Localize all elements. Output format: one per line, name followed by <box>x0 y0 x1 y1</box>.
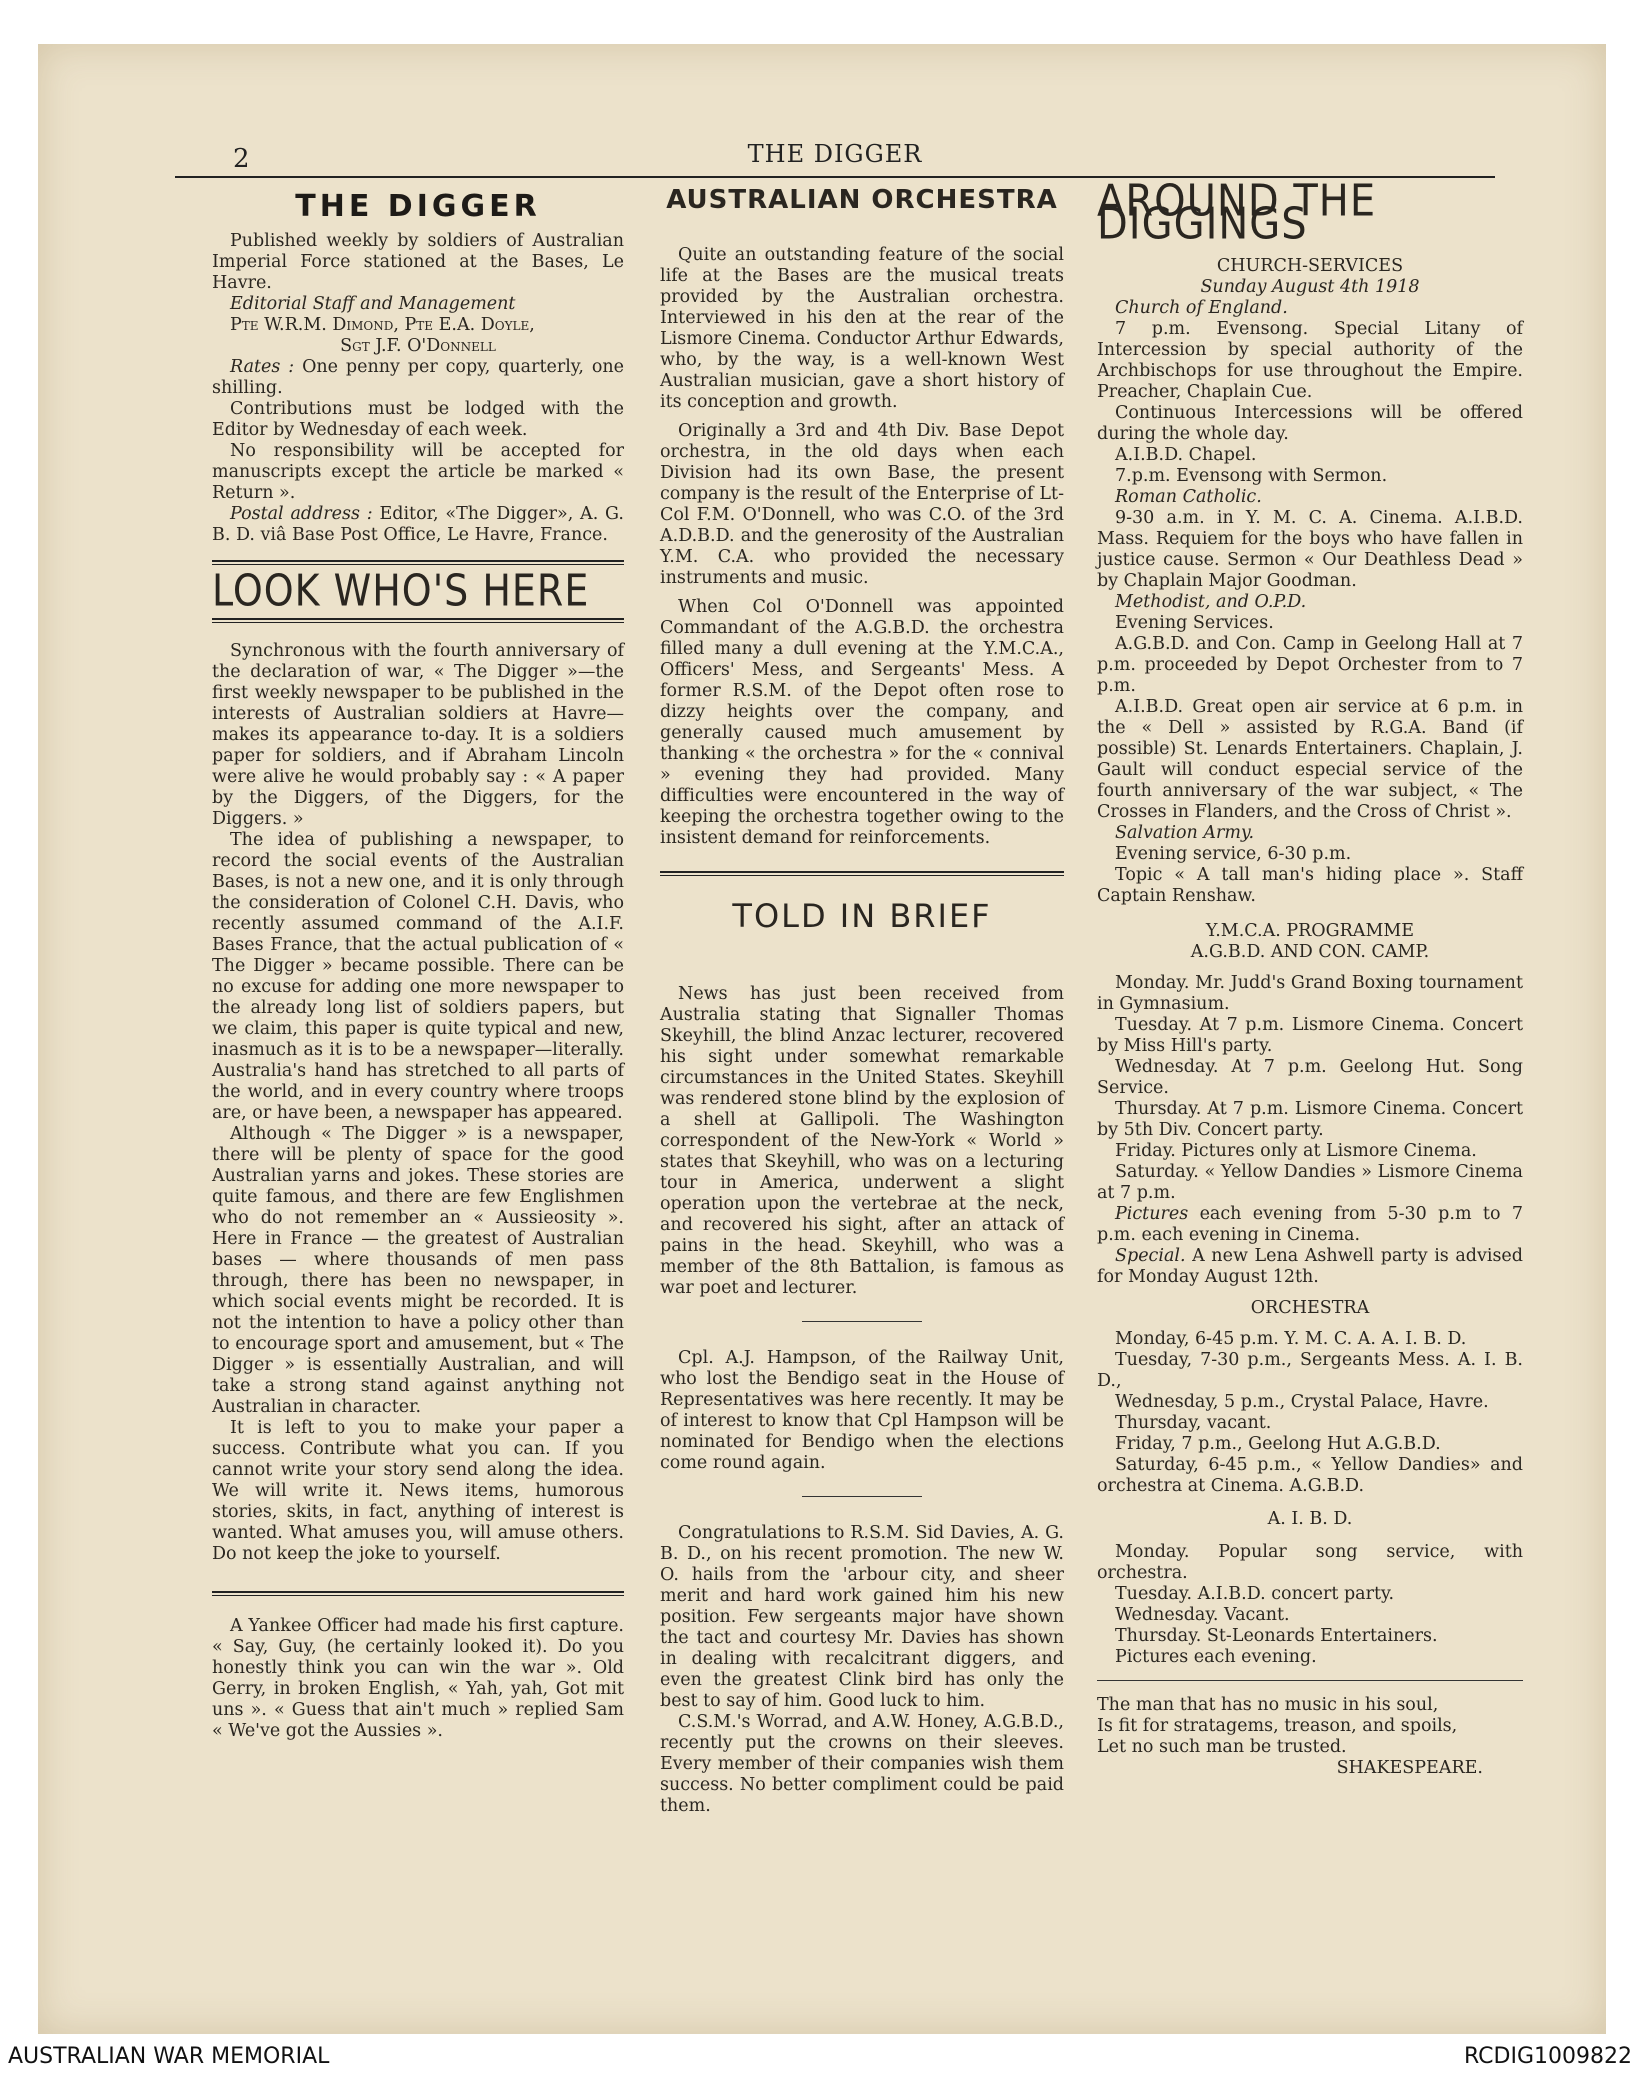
page-header <box>175 140 1495 178</box>
rates-label: Rates : <box>230 357 295 377</box>
article-paragraph: Quite an outstanding feature of the social life at the Bases are the musical treats provided by the Australian orchestra. Interviewed in his den at the rear of the Lismore Cinema. Conductor Arthur Edwards, who, by the way, is a well-known West Australian musician, gave a short history of its conception and growth. <box>660 245 1064 412</box>
paper-title: THE DIGGER <box>747 140 923 168</box>
quote-line: The man that has no music in his soul, <box>1097 1695 1439 1715</box>
footer-source: AUSTRALIAN WAR MEMORIAL <box>8 2044 330 2069</box>
short-divider <box>802 1496 922 1497</box>
service-text: Evening Services. <box>1115 613 1274 633</box>
denomination: A.I.B.D. Chapel. <box>1115 445 1257 465</box>
quote-author: SHAKESPEARE. <box>1336 1758 1483 1778</box>
joke-paragraph: A Yankee Officer had made his first capture. « Say, Guy, (he certainly looked it). Do you honestly think you can win the war ». Old Gerry, in broken English, « Yah, yah, Got mit uns ». « Guess that ain't much » replied Sam « We've got the Aussies ». <box>212 1616 624 1741</box>
programme-item <box>1097 1246 1523 1288</box>
contributions: Contributions must be lodged with the Editor by Wednesday of each week. <box>212 399 624 440</box>
postal-text: Editor, «The Digger», A. G. B. D. viâ Base Post Office, Le Havre, France. <box>212 504 624 545</box>
headline-around-the-diggings: AROUND THE DIGGINGS <box>1097 175 1377 250</box>
article-paragraph: It is left to you to make your paper a success. Contribute what you can. If you cannot write your story send along the idea. We will write it. News items, humorous stories, skits, in fact, anything of interest is wanted. What amuses you, will amuse others. Do not keep the joke to yourself. <box>212 1418 624 1564</box>
quote-line: Let no such man be trusted. <box>1097 1737 1347 1757</box>
orchestra-item: Saturday, 6-45 p.m., « Yellow Dandies» and orchestra at Cinema. A.G.B.D. <box>1097 1455 1523 1496</box>
headline-look-whos-here: LOOK WHO'S HERE <box>212 565 590 616</box>
orchestra-item: Wednesday, 5 p.m., Crystal Palace, Havre. <box>1115 1392 1489 1412</box>
column-right <box>1097 175 1523 1779</box>
special-label: Special. <box>1115 1246 1186 1266</box>
spacer <box>1097 1530 1523 1542</box>
footer-id: RCDIG1009822 <box>1463 2044 1632 2069</box>
aibd-item: Pictures each evening. <box>1115 1647 1317 1667</box>
spacer <box>1097 1497 1523 1509</box>
postal-address <box>212 504 624 546</box>
programme-item: Monday. Mr. Judd's Grand Boxing tournament in Gymnasium. <box>1097 973 1523 1014</box>
divider <box>212 618 624 623</box>
rates <box>212 357 624 399</box>
divider <box>1097 1680 1523 1681</box>
section-orchestra: ORCHESTRA <box>1250 1298 1370 1318</box>
special-text: A new Lena Ashwell party is advised for Monday August 12th. <box>1097 1246 1523 1287</box>
article-paragraph: Synchronous with the fourth anniversary of the declaration of war, « The Digger »—the first weekly newspaper to be published in the interests of Australian soldiers at Havre—makes its appearance to-day. It is a soldiers paper for soldiers, and if Abraham Lincoln were alive he would probably say : « A paper by the Diggers, of the Diggers, for the Diggers. » <box>212 641 624 829</box>
article-paragraph: Although « The Digger » is a newspaper, there will be plenty of space for the good Australian yarns and jokes. These stories are quite famous, and there are few Englishmen who do not remember an « Aussieosity ». Here in France — the greatest of Australian bases — where thousands of men pass through, there has been no newspaper, in which social events might be recorded. It is not the intention to have a policy other than to encourage sport and amusement, but « The Digger » is essentially Australian, and will take a strong stand against anything not Australian in character. <box>212 1124 624 1417</box>
service-text: 7 p.m. Evensong. Special Litany of Intercession by special authority of the Archbischops for use throughout the Empire. Preacher, Chaplain Cue. <box>1097 319 1523 402</box>
aibd-item: Thursday. St-Leonards Entertainers. <box>1115 1626 1438 1646</box>
editorial-staff-2: Sgt J.F. O'Donnell <box>340 336 496 356</box>
programme-item: Tuesday. At 7 p.m. Lismore Cinema. Concert by Miss Hill's party. <box>1097 1015 1523 1056</box>
brief-item: News has just been received from Australia stating that Signaller Thomas Skeyhill, the blind Anzac lecturer, recovered his sight under somewhat remarkable circumstances in the United States. Skeyhill was rendered stone blind by the explosion of a shell at Gallipoli. The Washington correspondent of the New-York « World » states that Skeyhill, who was on a lecturing tour in America, underwent a slight operation upon the vertebrae at the neck, and recovered his sight, after an attack of pains in the head. Skeyhill, who was a member of the 8th Battalion, is famous as war poet and lecturer. <box>660 984 1064 1298</box>
service-text: 7.p.m. Evensong with Sermon. <box>1115 466 1388 486</box>
denomination: Methodist, and O.P.D. <box>1115 592 1307 612</box>
column-middle <box>660 185 1064 1817</box>
denomination: Church of England. <box>1115 298 1288 318</box>
service-text: A.G.B.D. and Con. Camp in Geelong Hall at 7 p.m. proceeded by Depot Orchester from to 7 p.m. <box>1097 634 1523 696</box>
programme-item: Saturday. « Yellow Dandies » Lismore Cinema at 7 p.m. <box>1097 1162 1523 1203</box>
divider <box>212 1591 624 1596</box>
aibd-item: Wednesday. Vacant. <box>1115 1605 1290 1625</box>
page-number: 2 <box>233 144 250 174</box>
section-ymca-sub: A.G.B.D. AND CON. CAMP. <box>1190 942 1430 962</box>
aibd-item: Monday. Popular song service, with orchestra. <box>1097 1542 1523 1583</box>
orchestra-item: Monday, 6-45 p.m. Y. M. C. A. A. I. B. D. <box>1115 1329 1467 1349</box>
headline-australian-orchestra: AUSTRALIAN ORCHESTRA <box>666 185 1058 215</box>
orchestra-item: Thursday, vacant. <box>1115 1413 1272 1433</box>
aibd-item: Tuesday. A.I.B.D. concert party. <box>1115 1584 1395 1604</box>
masthead-text: Published weekly by soldiers of Australian Imperial Force stationed at the Bases, Le Havre. <box>212 231 624 293</box>
orchestra-item: Friday, 7 p.m., Geelong Hut A.G.B.D. <box>1115 1434 1441 1454</box>
service-text: Evening service, 6-30 p.m. <box>1115 844 1352 864</box>
masthead: THE DIGGER <box>295 189 541 224</box>
programme-item: Wednesday. At 7 p.m. Geelong Hut. Song Service. <box>1097 1057 1523 1098</box>
divider <box>660 871 1064 876</box>
programme-item <box>1097 1204 1523 1246</box>
spacer <box>1097 1288 1523 1298</box>
spacer <box>1097 1319 1523 1329</box>
service-text: 9-30 a.m. in Y. M. C. A. Cinema. A.I.B.D. Mass. Requiem for the boys who have fallen in justice cause. Sermon « Our Deathless Dead » by Chaplain Major Goodman. <box>1097 508 1523 591</box>
service-date: Sunday August 4th 1918 <box>1200 277 1420 297</box>
pictures-text: each evening from 5-30 p.m to 7 p.m. each evening in Cinema. <box>1097 1204 1523 1245</box>
brief-item: Congratulations to R.S.M. Sid Davies, A. G. B. D., on his recent promotion. The new W. O. hails from the 'arbour city, and sheer merit and hard work gained him his new position. Few sergeants major have shown the tact and courtesy Mr. Davies has shown in dealing with recalcitrant diggers, and even the greatest Clink bird has only the best to say of him. Good luck to him. <box>660 1523 1064 1711</box>
section-aibd: A. I. B. D. <box>1267 1509 1353 1529</box>
orchestra-item: Tuesday, 7-30 p.m., Sergeants Mess. A. I. B. D., <box>1097 1350 1523 1391</box>
short-divider <box>802 1321 922 1322</box>
editorial-staff: Pte W.R.M. Dimond, Pte E.A. Doyle, <box>230 315 535 335</box>
section-church-services: CHURCH-SERVICES <box>1216 256 1404 276</box>
postal-label: Postal address : <box>230 504 373 524</box>
denomination: Roman Catholic. <box>1115 487 1262 507</box>
editorial-staff-label: Editorial Staff and Management <box>230 294 516 314</box>
brief-item: Cpl. A.J. Hampson, of the Railway Unit, who lost the Bendigo seat in the House of Representatives was here recently. It may be of interest to know that Cpl Hampson will be nominated for Bendigo when the elections come round again. <box>660 1348 1064 1473</box>
brief-item: C.S.M.'s Worrad, and A.W. Honey, A.G.B.D., recently put the crowns on their sleeves. Every member of their companies wish them success. No better compliment could be paid them. <box>660 1712 1064 1816</box>
section-ymca: Y.M.C.A. PROGRAMME <box>1205 921 1415 941</box>
headline-told-in-brief: TOLD IN BRIEF <box>732 897 992 935</box>
spacer <box>1097 907 1523 921</box>
quote-line: Is fit for stratagems, treason, and spoils, <box>1097 1716 1458 1736</box>
service-text: Topic « A tall man's hiding place ». Staff Captain Renshaw. <box>1097 865 1523 906</box>
rates-text: One penny per copy, quarterly, one shilling. <box>212 357 624 398</box>
pictures-label: Pictures <box>1115 1204 1189 1224</box>
service-text: Continuous Intercessions will be offered during the whole day. <box>1097 403 1523 444</box>
article-paragraph: When Col O'Donnell was appointed Commandant of the A.G.B.D. the orchestra filled many a dull evening at the Y.M.C.A., Officers' Mess, and Sergeants' Mess. A former R.S.M. of the Depot often rose to dizzy heights over the company, and generally caused much amusement by thanking « the orchestra » for the « connival » evening they had provided. Many difficulties were encountered in the way of keeping the orchestra together owing to the insistent demand for reinforcements. <box>660 597 1064 848</box>
article-paragraph: The idea of publishing a newspaper, to record the social events of the Australian Bases, is not a new one, and it is only through the consideration of Colonel C.H. Davis, who recently assumed command of the A.I.F. Bases France, that the actual publication of « The Digger » became possible. There can be no excuse for adding one more newspaper to the already long list of soldiers papers, but we claim, this paper is quite typical and new, inasmuch as it is to be a newspaper—literally. Australia's hand has stretched to all parts of the world, and in every country where troops are, or have been, a newspaper has appeared. <box>212 830 624 1123</box>
programme-item: Thursday. At 7 p.m. Lismore Cinema. Concert by 5th Div. Concert party. <box>1097 1099 1523 1140</box>
responsibility: No responsibility will be accepted for manuscripts except the article be marked « Return ». <box>212 441 624 503</box>
denomination: Salvation Army. <box>1115 823 1255 843</box>
article-paragraph: Originally a 3rd and 4th Div. Base Depot orchestra, in the old days when each Division had its own Base, the present company is the result of the Enterprise of Lt-Col F.M. O'Donnell, who was C.O. of the 3rd A.D.B.D. and the generosity of the Australian Y.M. C.A. who provided the necessary instruments and music. <box>660 421 1064 588</box>
service-text: A.I.B.D. Great open air service at 6 p.m. in the « Dell » assisted by R.G.A. Band (if possible) St. Lenards Entertainers. Chaplain, J. Gault will conduct especial service of the fourth anniversary of the war subject, « The Crosses in Flanders, and the Cross of Christ ». <box>1097 697 1523 822</box>
column-left <box>212 190 624 1742</box>
spacer <box>1097 963 1523 973</box>
programme-item: Friday. Pictures only at Lismore Cinema. <box>1115 1141 1477 1161</box>
